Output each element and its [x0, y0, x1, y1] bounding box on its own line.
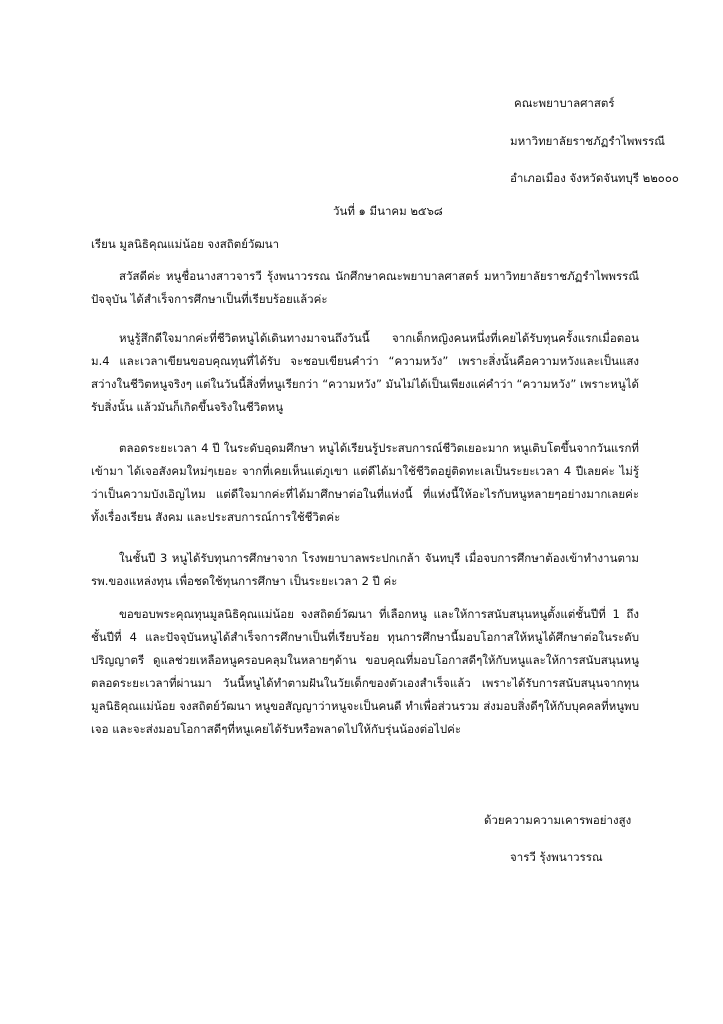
- paragraph-hope: หนูรู้สึกดีใจมากค่ะที่ชีวิตหนูได้เดินทางมาจนถึงวันนี้ จากเด็กหญิงคนหนึ่งที่เคยได้รับทุนครั้งแรกเมื่อตอน ม.4 และเวลาเขียนขอบคุณทุนที่ได้รับ จะชอบเขียนคำว่า “ความหวัง” เพราะสิ่งนั้นคือความหวังและเป็นแสงสว่างในชีวิตหนูจริงๆ แต่ในวันนี้สิ่งที่หนูเรียกว่า “ความหวัง” มันไม่ได้เป็นเพียงแค่คำว่า “ความหวัง” เพราะหนูได้รับสิ่งนั้น แล้วมันก็เกิดขึ้นจริงในชีวิตหนู: [91, 331, 639, 414]
- letter-date: วันที่ ๑ มีนาคม ๒๕๖๘: [333, 204, 443, 218]
- sender-district: อำเภอเมือง จังหวัดจันทบุรี ๒๒๐๐๐: [510, 171, 679, 185]
- paragraph-thanks: ขอขอบพระคุณทุนมูลนิธิคุณแม่น้อย จงสถิตย์วัฒนา ที่เลือกหนู และให้การสนับสนุนหนูตั้งแต่ชั้นปีที่ 1 ถึงชั้นปีที่ 4 และปัจจุบันหนูได้สำเร็จการศึกษาเป็นที่เรียบร้อย ทุนการศึกษานี้มอบโอกาสให้หนูได้ศึกษาต่อในระดับปริญญาตรี ดูแลช่วยเหลือหนูครอบคลุมในหลายๆด้าน ขอบคุณที่มอบโอกาสดีๆให้กับหนูและให้การสนับสนุนหนูตลอดระยะเวลาที่ผ่านมา วันนี้หนูได้ทำตามฝันในวัยเด็กของตัวเองสำเร็จแล้ว เพราะได้รับการสนับสนุนจากทุนมูลนิธิคุณแม่น้อย จงสถิตย์วัฒนา หนูขอสัญญาว่าหนูจะเป็นคนดี ทำเพื่อส่วนรวม ส่งมอบสิ่งดีๆให้กับบุคคลที่หนูพบเจอ และจะส่งมอบโอกาสดีๆที่หนูเคยได้รับหรือพลาดไปให้กับรุ่นน้องต่อไปค่ะ: [91, 607, 639, 736]
- salutation: เรียน มูลนิธิคุณแม่น้อย จงสถิตย์วัฒนา: [91, 237, 280, 251]
- sender-university: มหาวิทยาลัยราชภัฏรำไพพรรณี: [510, 134, 665, 148]
- signature-name: จารวี รุ้งพนาวรรณ: [510, 850, 603, 864]
- paragraph-hospital-scholarship: ในชั้นปี 3 หนูได้รับทุนการศึกษาจาก โรงพยาบาลพระปกเกล้า จันทบุรี เมื่อจบการศึกษาต้องเข้าทำงานตาม รพ.ของแหล่งทุน เพื่อชดใช้ทุนการศึกษา เป็นระยะเวลา 2 ปี ค่ะ: [91, 551, 639, 588]
- paragraph-introduction: สวัสดีค่ะ หนูชื่อนางสาวจารวี รุ้งพนาวรรณ นักศึกษาคณะพยาบาลศาสตร์ มหาวิทยาลัยราชภัฏรำไพพรรณี ปัจจุบัน ได้สำเร็จการศึกษาเป็นที่เรียบร้อยแล้วค่ะ: [91, 269, 639, 306]
- paragraph-university-life: ตลอดระยะเวลา 4 ปี ในระดับอุดมศึกษา หนูได้เรียนรู้ประสบการณ์ชีวิตเยอะมาก หนูเติบโตขึ้นจากวันแรกที่เข้ามา ได้เจอสังคมใหม่ๆเยอะ จากที่เคยเห็นแต่ภูเขา แต่ดีได้มาใช้ชีวิตอยู่ติดทะเลเป็นระยะเวลา 4 ปีเลยค่ะ ไม่รู้ว่าเป็นความบังเอิญไหม แต่ดีใจมากค่ะที่ได้มาศึกษาต่อในที่แห่งนี้ ที่แห่งนี้ให้อะไรกับหนูหลายๆอย่างมากเลยค่ะ ทั้งเรื่องเรียน สังคม และประสบการณ์การใช้ชีวิตค่ะ: [91, 441, 639, 524]
- sender-faculty: คณะพยาบาลศาสตร์: [514, 96, 615, 110]
- closing: ด้วยความความเคารพอย่างสูง: [484, 813, 632, 827]
